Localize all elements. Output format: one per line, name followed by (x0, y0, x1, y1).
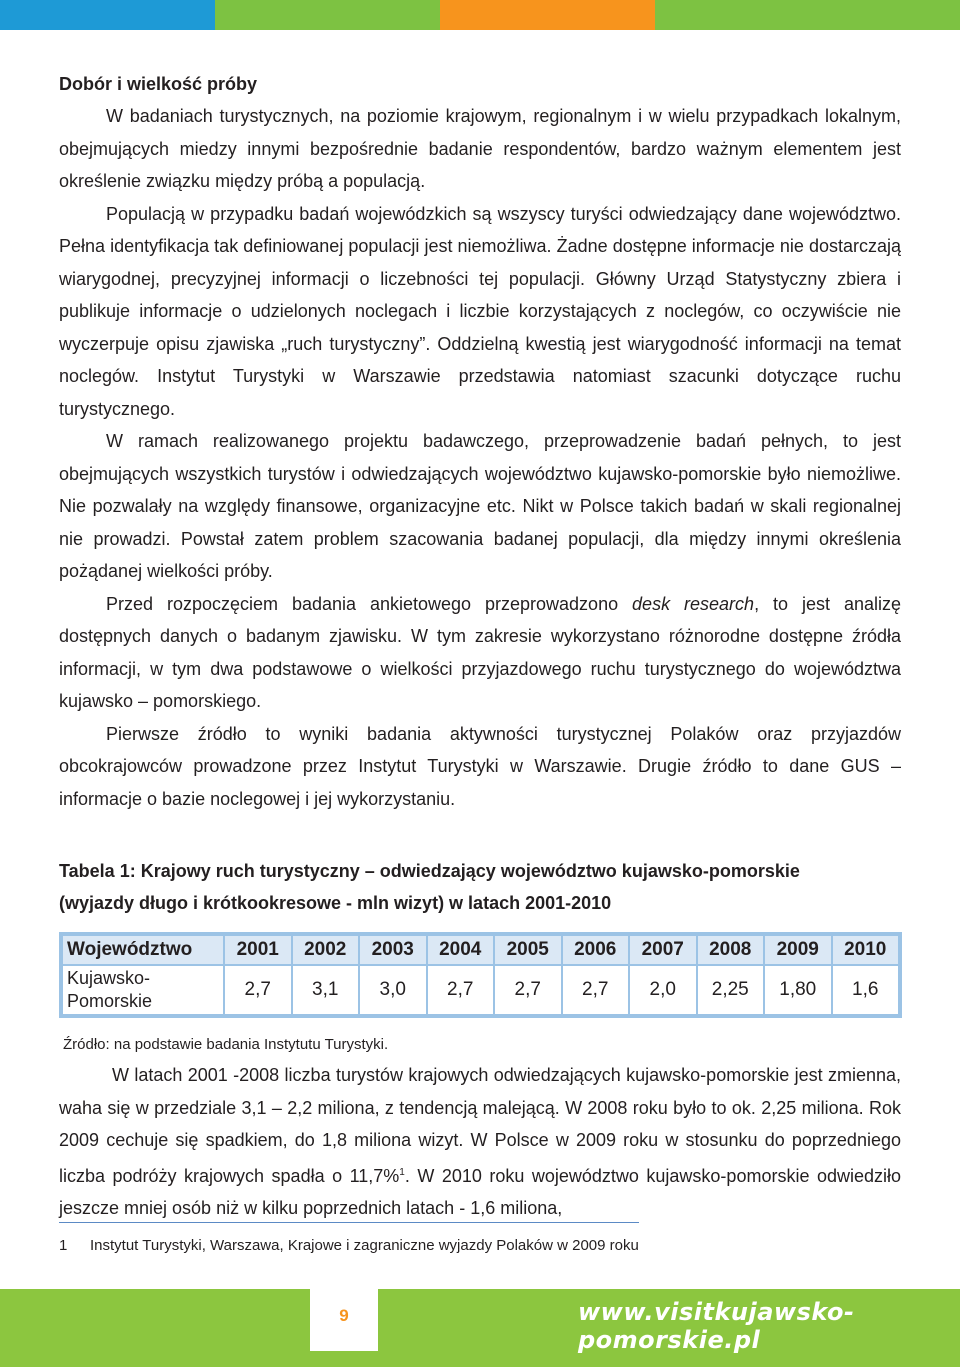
header-cell: 2001 (224, 935, 292, 965)
header-cell: 2005 (494, 935, 562, 965)
value-cell: 1,6 (832, 965, 900, 1015)
header-cell: 2004 (427, 935, 495, 965)
value-cell: 1,80 (764, 965, 832, 1015)
top-bar-green-segment-2 (655, 0, 960, 30)
top-bar-green-segment (215, 0, 440, 30)
paragraph-sources: Pierwsze źródło to wyniki badania aktywności turystycznej Polaków oraz przyjazdów obcokrajowców prowadzone przez Instytut Turystyki w Warszawie. Drugie źródło to dane GUS – informacje o bazie noclegowej i jej wykorzystaniu. (59, 723, 901, 809)
after-table-tail: . W 2010 roku województwo kujawsko-pomorskie odwiedziło jeszcze mniej osób niż w kilku poprzednich latach - 1,6 miliona, (59, 1165, 902, 1218)
header-cell: 2006 (562, 935, 630, 965)
table-caption-line-1: Tabela 1: Krajowy ruch turystyczny – odwiedzający województwo kujawsko-pomorskie (59, 861, 800, 881)
paragraph-after-table (59, 1059, 901, 1225)
row-label-line-1: Kujawsko- (67, 968, 151, 988)
footnote-text: Instytut Turystyki, Warszawa, Krajowe i zagraniczne wyjazdy Polaków w 2009 roku (90, 1237, 639, 1254)
desk-research-term: desk research (632, 593, 755, 614)
header-cell: 2010 (832, 935, 900, 965)
table-caption (59, 855, 901, 919)
header-cell: Województwo (62, 935, 224, 965)
table-row (62, 965, 899, 1015)
value-cell: 2,7 (427, 965, 495, 1015)
tourism-table (59, 932, 902, 1018)
value-cell: 2,0 (629, 965, 697, 1015)
value-cell: 3,1 (292, 965, 360, 1015)
desk-text-after: , to jest analizę dostępnych danych o badanym zjawisku. W tym zakresie wykorzystano różnorodne dostępne źródła informacji, w tym dwa podstawowe o wielkości przyjazdowego ruchu turystycznego do województwa kujawsko – pomorskiego. (59, 593, 901, 711)
footnote-divider (59, 1222, 639, 1223)
paragraph-desk-research (59, 588, 901, 718)
footnote-ref[interactable]: 1 (399, 1166, 405, 1178)
header-cell: 2003 (359, 935, 427, 965)
header-cell: 2008 (697, 935, 765, 965)
desk-text-before: Przed rozpoczęciem badania ankietowego przeprowadzono (106, 593, 633, 614)
row-label-line-2: Pomorskie (67, 991, 153, 1011)
header-cell: 2007 (629, 935, 697, 965)
footnote-number: 1 (59, 1237, 68, 1254)
top-color-bar (0, 0, 960, 30)
value-cell: 2,7 (224, 965, 292, 1015)
value-cell: 2,7 (562, 965, 630, 1015)
header-cell: 2009 (764, 935, 832, 965)
row-label-cell (62, 965, 224, 1015)
top-bar-orange-segment (440, 0, 655, 30)
table-header-row (62, 935, 899, 965)
page-content (59, 68, 901, 1243)
table-source: Źródło: na podstawie badania Instytutu Turystyki. (63, 1036, 389, 1053)
paragraph-2: Populacją w przypadku badań wojewódzkich są wszyscy turyści odwiedzający dane województwo. Pełna identyfikacja tak definiowanej populacji jest niemożliwa. Żadne dostępne informacje nie dostarczają wiarygodnej, precyzyjnej informacji o liczebności tej populacji. Główny Urząd Statystyczny zbiera i publikuje informacje o udzielonych noclegach i liczbie korzystających z noclegów, co oczywiście nie wyczerpuje opisu zjawiska „ruch turystyczny”. Oddzielną kwestią jest wiarygodność informacji na temat noclegów. Instytut Turystyki w Warszawie przedstawia natomiast szacunki dotyczące ruchu turystycznego. (59, 203, 901, 419)
value-cell: 2,25 (697, 965, 765, 1015)
section-heading: Dobór i wielkość próby (59, 74, 258, 94)
top-bar-blue-segment (0, 0, 215, 30)
website-url[interactable]: www.visitkujawsko-pomorskie.pl (578, 1298, 855, 1354)
footnote (59, 1237, 639, 1254)
value-cell: 3,0 (359, 965, 427, 1015)
value-cell: 2,7 (494, 965, 562, 1015)
after-table-text: W latach 2001 -2008 liczba turystów krajowych odwiedzających kujawsko-pomorskie jest zmienna, waha się w przedziale 3,1 – 2,2 miliona, z tendencją malejącą. W 2008 roku było to ok. 2,25 miliona. Rok 2009 cechuje się spadkiem, do 1,8 miliona wizyt. W Polsce w 2009 roku w stosunku do poprzedniego liczba podróży krajowych spadła o 11,7% (59, 1065, 901, 1186)
table-caption-line-2: (wyjazdy długo i krótkookresowe - mln wizyt) w latach 2001-2010 (59, 893, 612, 913)
page-number: 9 (339, 1306, 349, 1325)
paragraph-3: W ramach realizowanego projektu badawczego, przeprowadzenie badań pełnych, to jest obejmujących wszystkich turystów i odwiedzających województwo kujawsko-pomorskie było niemożliwe. Nie pozwalały na względy finansowe, organizacyjne etc. Nikt w Polsce takich badań w skali regionalnej nie prowadzi. Powstał zatem problem szacowania badanej populacji, dla między innymi określenia pożądanej wielkości próby. (59, 431, 901, 581)
header-cell: 2002 (292, 935, 360, 965)
paragraph-1: W badaniach turystycznych, na poziomie krajowym, regionalnym i w wielu przypadkach lokalnym, obejmujących miedzy innymi bezpośrednie badanie respondentów, bardzo ważnym elementem jest określenie związku między próbą a populacją. (59, 106, 901, 191)
